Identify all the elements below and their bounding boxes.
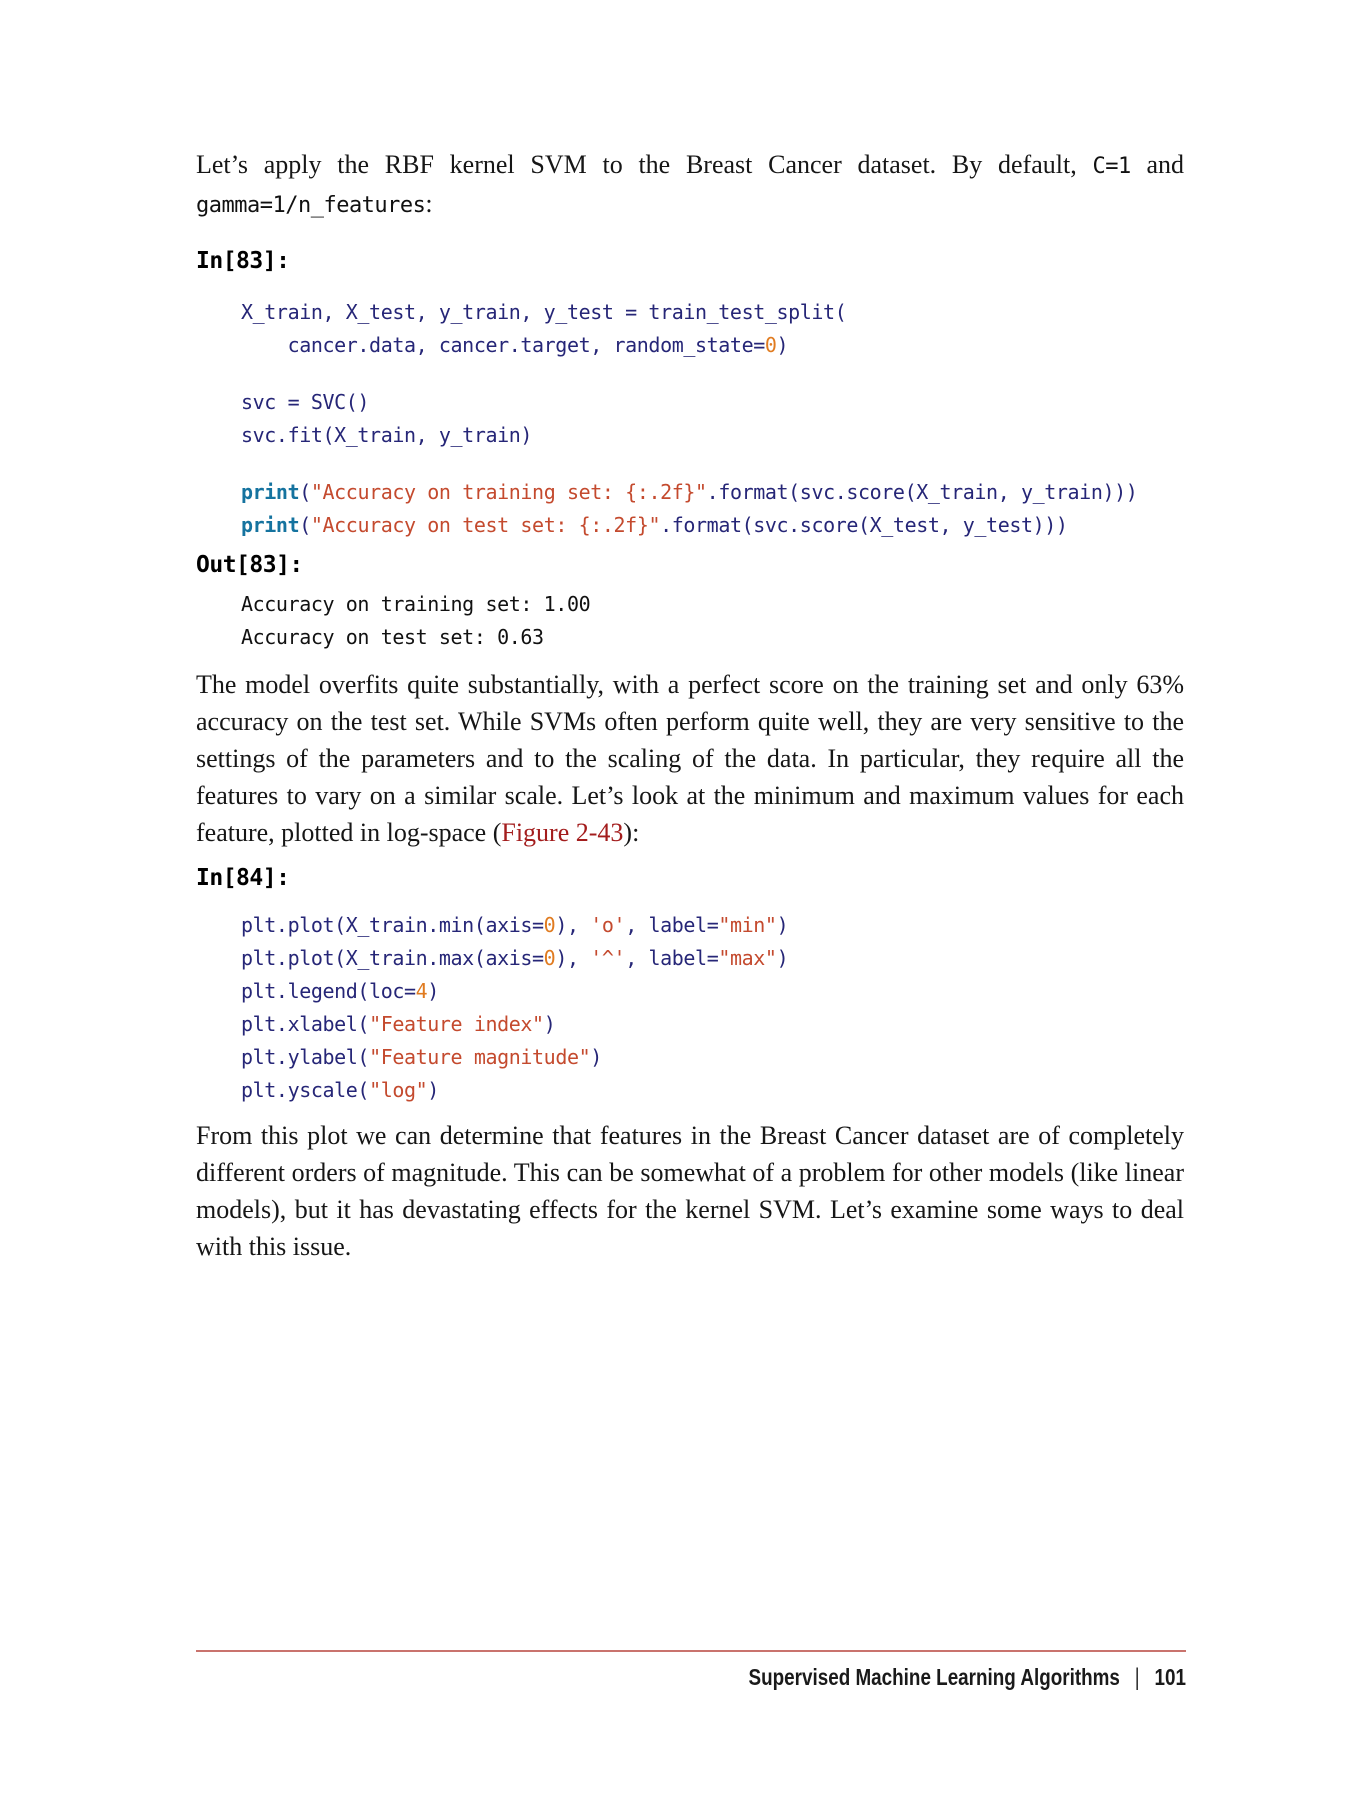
code-token-p: svc = SVC(): [241, 390, 370, 414]
code-token-p: plt.ylabel(: [241, 1045, 370, 1069]
input-label-84: In[84]:: [196, 865, 290, 891]
text-run: and: [1130, 150, 1184, 179]
code-token-s: "log": [369, 1078, 428, 1102]
code-line: [241, 1008, 1184, 1041]
code-token-p: ),: [555, 946, 591, 970]
code-token-n: 0: [543, 946, 556, 970]
code-token-p: plt.plot(X_train.max(axis=: [241, 946, 544, 970]
code-token-p: ): [776, 913, 789, 937]
output-label-83: Out[83]:: [196, 552, 303, 578]
code-blank-line: [241, 362, 1184, 386]
text-run: ):: [623, 818, 640, 847]
page-footer: [196, 1650, 1186, 1692]
text-run: From this plot we can determine that features in the Breast Cancer dataset are of completely different orders of magnitude. This can be somewhat of a problem for other models (like linear models), but it has devastating effects for the kernel SVM. Let’s examine some ways to deal with this issue.: [196, 1121, 1184, 1261]
code-token-p: (: [299, 480, 311, 504]
code-token-p: ): [543, 1012, 556, 1036]
code-token-p: X_train, X_test, y_train, y_test = train_test_split(: [241, 300, 847, 324]
code-line: [241, 1074, 1184, 1107]
code-line: [241, 1041, 1184, 1074]
code-token-out: Accuracy on training set: 1.00: [241, 592, 591, 616]
code-token-k: print: [241, 480, 300, 504]
footer-divider: |: [1134, 1664, 1140, 1691]
code-token-p: ): [590, 1045, 602, 1069]
code-token-p: ): [427, 979, 439, 1003]
code-line: [241, 329, 1184, 362]
code-token-p: (: [299, 513, 311, 537]
code-token-n: 0: [764, 333, 777, 357]
code-token-p: plt.yscale(: [241, 1078, 370, 1102]
code-token-n: 4: [415, 979, 428, 1003]
text-run: Let’s apply the RBF kernel SVM to the Breast Cancer dataset. By default,: [196, 150, 1093, 179]
text-run: The model overfits quite substantially, with a perfect score on the training set and only 63% accuracy on the test set. While SVMs often perform quite well, they are very sensitive to the settings of the parameters and to the scaling of the data. In particular, they require all the features to vary on a similar scale. Let’s look at the minimum and maximum values for each feature, plotted in log-space (: [196, 670, 1184, 847]
code-token-p: plt.plot(X_train.min(axis=: [241, 913, 544, 937]
code-token-p: plt.xlabel(: [241, 1012, 370, 1036]
code-token-p: ): [776, 946, 789, 970]
inline-code: gamma=1/n_features: [196, 193, 426, 218]
code-token-p: ),: [555, 913, 591, 937]
input-label-83: In[83]:: [196, 248, 290, 274]
output-block-83: [196, 588, 1184, 654]
code-token-p: plt.legend(loc=: [241, 979, 416, 1003]
code-token-k: print: [241, 513, 300, 537]
code-token-p: svc.fit(X_train, y_train): [241, 423, 533, 447]
code-token-s: 'o': [590, 913, 626, 937]
inline-code: C=1: [1092, 154, 1131, 179]
code-token-s: "Accuracy on training set: {:.2f}": [310, 480, 707, 504]
code-token-p: .format(svc.score(X_train, y_train))): [706, 480, 1138, 504]
code-blank-line: [241, 452, 1184, 476]
code-token-n: 0: [543, 913, 556, 937]
paragraph-intro: [196, 146, 1184, 224]
code-token-s: "Accuracy on test set: {:.2f}": [310, 513, 661, 537]
footer-section-title: Supervised Machine Learning Algorithms: [748, 1664, 1120, 1690]
code-token-s: "Feature index": [369, 1012, 544, 1036]
footer-text: [374, 1664, 1186, 1692]
paragraph-conclusion: [196, 1117, 1184, 1265]
code-line: [241, 588, 1184, 621]
page-content: [196, 146, 1184, 1265]
code-line: [241, 419, 1184, 452]
figure-ref-link[interactable]: Figure 2-43: [501, 818, 624, 847]
code-line: [241, 909, 1184, 942]
code-token-p: ): [427, 1078, 439, 1102]
code-token-p: , label=: [625, 946, 719, 970]
paragraph-overfit: [196, 666, 1184, 851]
code-line: [241, 296, 1184, 329]
text-run: :: [425, 189, 433, 218]
footer-page-number: 101: [1154, 1664, 1186, 1690]
code-token-p: .format(svc.score(X_test, y_test))): [660, 513, 1068, 537]
code-line: [241, 476, 1184, 509]
code-token-s: "max": [718, 946, 777, 970]
code-line: [241, 975, 1184, 1008]
code-block-in84: [196, 909, 1184, 1107]
code-line: [241, 509, 1184, 542]
code-token-s: "Feature magnitude": [369, 1045, 591, 1069]
code-token-s: '^': [590, 946, 626, 970]
code-token-p: ): [776, 333, 789, 357]
code-line: [241, 386, 1184, 419]
code-token-p: cancer.data, cancer.target, random_state=: [241, 333, 765, 357]
code-token-p: , label=: [625, 913, 719, 937]
code-line: [241, 621, 1184, 654]
code-token-s: "min": [718, 913, 777, 937]
code-line: [241, 942, 1184, 975]
code-block-in83: [196, 296, 1184, 542]
code-token-out: Accuracy on test set: 0.63: [241, 625, 544, 649]
footer-rule: [196, 1650, 1186, 1652]
